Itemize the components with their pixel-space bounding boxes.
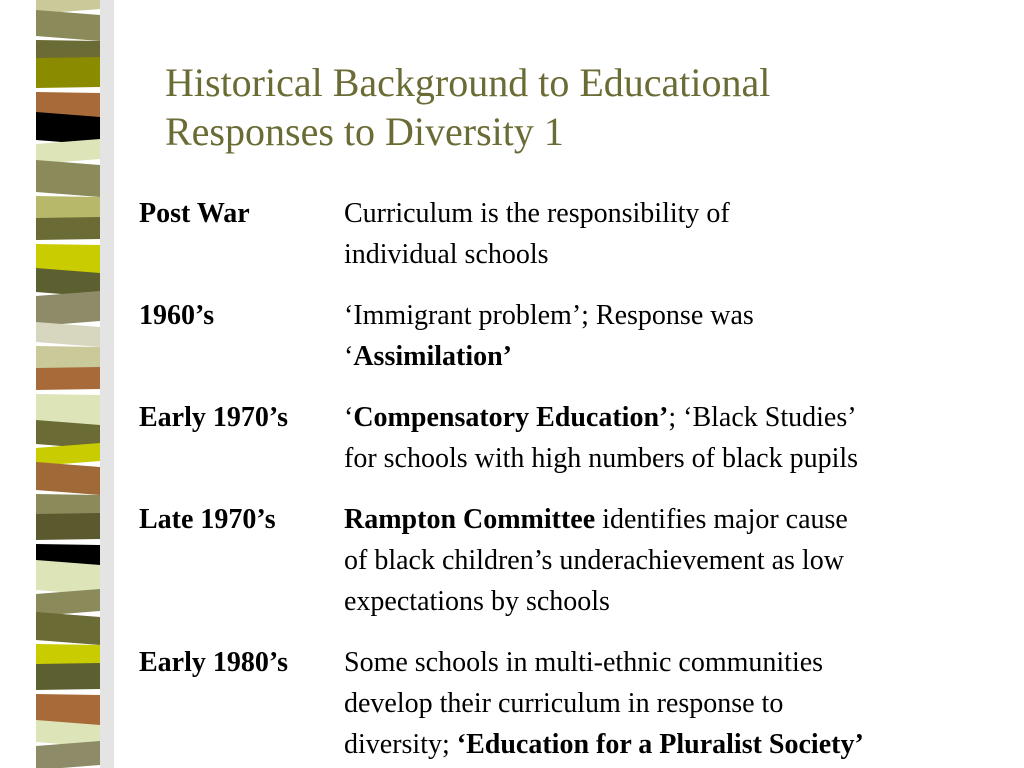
timeline-list <box>139 193 999 768</box>
title-line-2: Responses to Diversity 1 <box>165 109 564 154</box>
timeline-row-late-1970s <box>139 499 999 622</box>
text-segment: Curriculum is the responsibility of <box>344 198 730 229</box>
period-label: Early 1970’s <box>139 402 289 433</box>
stripe-segment <box>36 244 100 273</box>
description-line <box>344 438 994 479</box>
description-line <box>344 397 994 438</box>
stripe-segment <box>36 513 100 540</box>
timeline-row-1960s <box>139 295 999 377</box>
description-line <box>344 724 994 765</box>
stripe-segment <box>36 394 100 425</box>
bold-text: ‘Education for a Pluralist Society’ <box>456 729 864 760</box>
stripe-segment <box>36 663 100 690</box>
text-segment: for schools with high numbers of black pupils <box>344 443 859 474</box>
period-description <box>344 642 994 765</box>
text-segment: diversity; <box>344 729 457 760</box>
text-segment: of black children’s underachievement as low <box>344 545 844 576</box>
text-segment: individual schools <box>344 239 549 270</box>
period-description <box>344 193 994 275</box>
slide-title <box>165 58 985 156</box>
period-label: Early 1980’s <box>139 647 289 678</box>
stripe-segment <box>36 57 100 88</box>
stripe-segment <box>36 612 100 645</box>
stripe-segment <box>36 741 100 768</box>
text-segment: ; ‘Black Studies’ <box>668 402 857 433</box>
period-description <box>344 397 994 479</box>
text-segment: identifies major cause <box>595 504 848 535</box>
text-segment: ‘ <box>344 402 354 433</box>
description-line <box>344 336 994 377</box>
text-segment: expectations by schools <box>344 586 610 617</box>
description-line <box>344 499 994 540</box>
period-label: Late 1970’s <box>139 504 276 535</box>
stripe-segment <box>36 589 100 616</box>
description-line <box>344 540 994 581</box>
period-description <box>344 295 994 377</box>
stripe-segment <box>36 443 100 466</box>
description-line <box>344 295 994 336</box>
text-segment: Some schools in multi-ethnic communities <box>344 647 824 678</box>
description-line <box>344 193 994 234</box>
text-segment: ‘Immigrant problem’; Response was <box>344 300 754 331</box>
stripe-segment <box>36 367 100 390</box>
description-line <box>344 683 994 724</box>
decorative-stripe-bar <box>0 0 120 768</box>
timeline-row-post-war <box>139 193 999 275</box>
bold-text: Rampton Committee <box>344 504 596 535</box>
bold-text: Compensatory Education’ <box>353 402 669 433</box>
timeline-row-early-1980s <box>139 642 999 765</box>
stripe-segment <box>36 291 100 326</box>
timeline-row-early-1970s <box>139 397 999 479</box>
stripe-segment <box>36 160 100 197</box>
stripe-pattern <box>0 0 120 768</box>
stripe-segment <box>36 322 100 347</box>
text-segment: develop their curriculum in response to <box>344 688 784 719</box>
stripe-segment <box>36 10 100 41</box>
period-description <box>344 499 994 622</box>
period-label: Post War <box>139 198 250 229</box>
period-label: 1960’s <box>139 300 215 331</box>
stripe-shadow <box>100 0 114 768</box>
stripe-segment <box>36 462 100 495</box>
bold-text: Assimilation’ <box>353 341 513 372</box>
description-line <box>344 581 994 622</box>
stripe-segment <box>36 139 100 164</box>
description-line <box>344 642 994 683</box>
stripe-segment <box>36 694 100 725</box>
title-line-1: Historical Background to Educational <box>165 60 771 105</box>
description-line <box>344 234 994 275</box>
text-segment: ‘ <box>344 341 354 372</box>
stripe-segment <box>36 217 100 240</box>
